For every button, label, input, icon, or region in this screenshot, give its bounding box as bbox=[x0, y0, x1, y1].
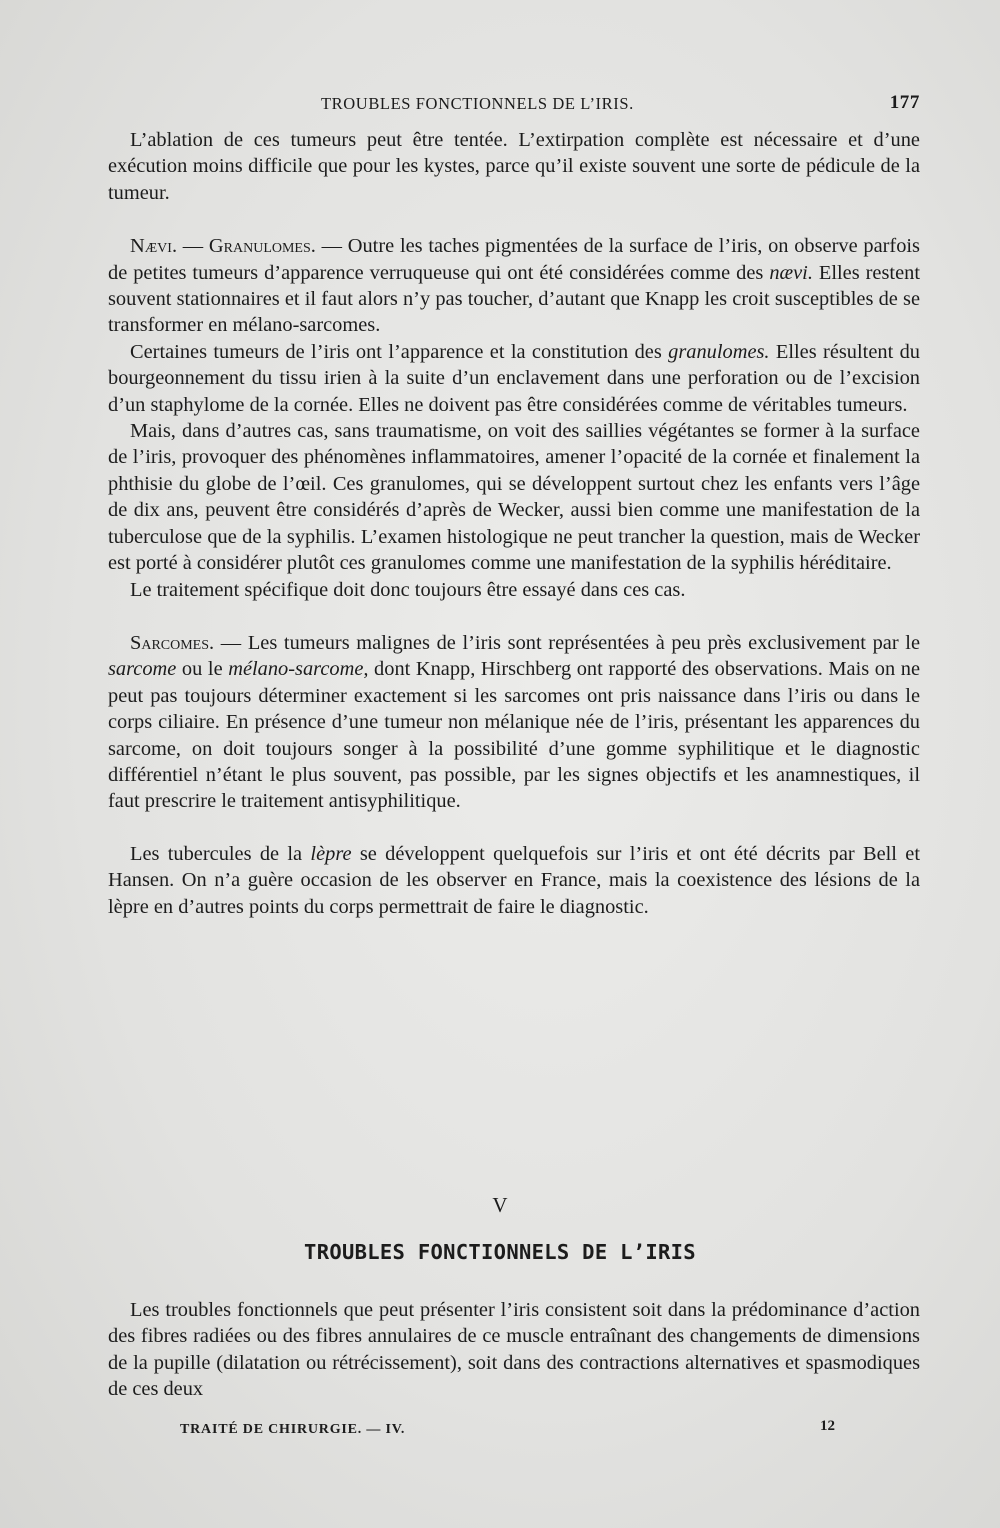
section-heading-naevi: Nævi. — Granulomes. — bbox=[130, 235, 343, 258]
paragraph-lepre: Les tubercules de la lèpre se développent quelquefois sur l’iris et ont été décrits par Bell et Hansen. On n’a guère occasion de les observer en France, mais la coexistence des lésions de la lèpre en d’autres points du corps permettrait de faire le diagnostic. bbox=[108, 842, 920, 918]
paragraph-traitement: Le traitement spécifique doit donc toujours être essayé dans ces cas. bbox=[130, 578, 686, 601]
paragraph-troubles: Les troubles fonctionnels que peut présenter l’iris consistent soit dans la prédominance d’action des fibres radiées ou des fibres annulaires de ce muscle entraînant des changements de dimensions de la pupille (dilatation ou rétrécissement), soit dans des contractions alternatives et spasmodiques de ces deux bbox=[108, 1299, 920, 1401]
section-number: V bbox=[492, 1193, 508, 1217]
paragraph-ablation: L’ablation de ces tumeurs peut être tentée. L’extirpation complète est nécessaire et d’une exécution moins difficile que pour les kystes, parce qu’il existe souvent une sorte de pédicule de la tumeur. bbox=[108, 129, 920, 204]
paragraph-saillies: Mais, dans d’autres cas, sans traumatisme, on voit des saillies végétantes se former à la surface de l’iris, provoquer des phénomènes inflammatoires, amener l’opacité de la cornée et finalement la phthisie du globe de l’œil. Ces granulomes, qui se développent surtout chez les enfants vers l’âge de dix ans, peuvent être considérés d’après de Wecker, aussi bien comme une manifestation de la tuberculose que de la syphilis. L’examen histologique ne peut trancher la question, mais de Wecker est porté à considérer plutôt ces granulomes comme une manifestation de la syphilis héréditaire. bbox=[108, 420, 920, 575]
book-title-footer: TRAITÉ DE CHIRURGIE. — IV. bbox=[180, 1422, 406, 1437]
signature-mark: 12 bbox=[820, 1418, 835, 1434]
section-text bbox=[108, 1297, 920, 1403]
main-text bbox=[108, 127, 920, 920]
section-title: TROUBLES FONCTIONNELS DE L’IRIS bbox=[304, 1240, 696, 1264]
paragraph-naevi: Nævi. — Granulomes. — Outre les taches pigmentées de la surface de l’iris, on observe parfois de petites tumeurs d’apparence verruqueuse qui ont été considérées comme des nævi. Elles restent souvent stationnaires et il faut alors n’y pas toucher, d’autant que Knapp les croit susceptibles de se transformer en mélano-sarcomes. bbox=[108, 235, 920, 337]
running-title: TROUBLES FONCTIONNELS DE L’IRIS. bbox=[321, 94, 634, 113]
paragraph-sarcomes: Sarcomes. — Les tumeurs malignes de l’iris sont représentées à peu près exclusivement par le sarcome ou le mélano-sarcome, dont Knapp, Hirschberg ont rapporté des observations. Mais on ne peut pas toujours déterminer exactement si les sarcomes ont pris naissance dans l’iris ou dans le corps ciliaire. En présence d’une tumeur non mélanique née de l’iris, présentant les apparences du sarcome, on doit toujours songer à la possibilité d’une gomme syphilitique et le diagnostic différentiel n’étant le plus souvent, pas possible, par les signes objectifs et les anamnestiques, il faut prescrire le traitement antisyphilitique. bbox=[108, 631, 921, 813]
paragraph-granulomes: Certaines tumeurs de l’iris ont l’apparence et la constitution des granulomes. Elles résultent du bourgeonnement du tissu irien à la suite d’un enclavement dans une perforation ou de l’excision d’un staphylome de la cornée. Elles ne doivent pas être considérées comme de véritables tumeurs. bbox=[108, 340, 920, 416]
page-number: 177 bbox=[889, 92, 920, 113]
section-heading-sarcomes: Sarcomes. — bbox=[130, 631, 242, 654]
page-header bbox=[108, 92, 920, 120]
